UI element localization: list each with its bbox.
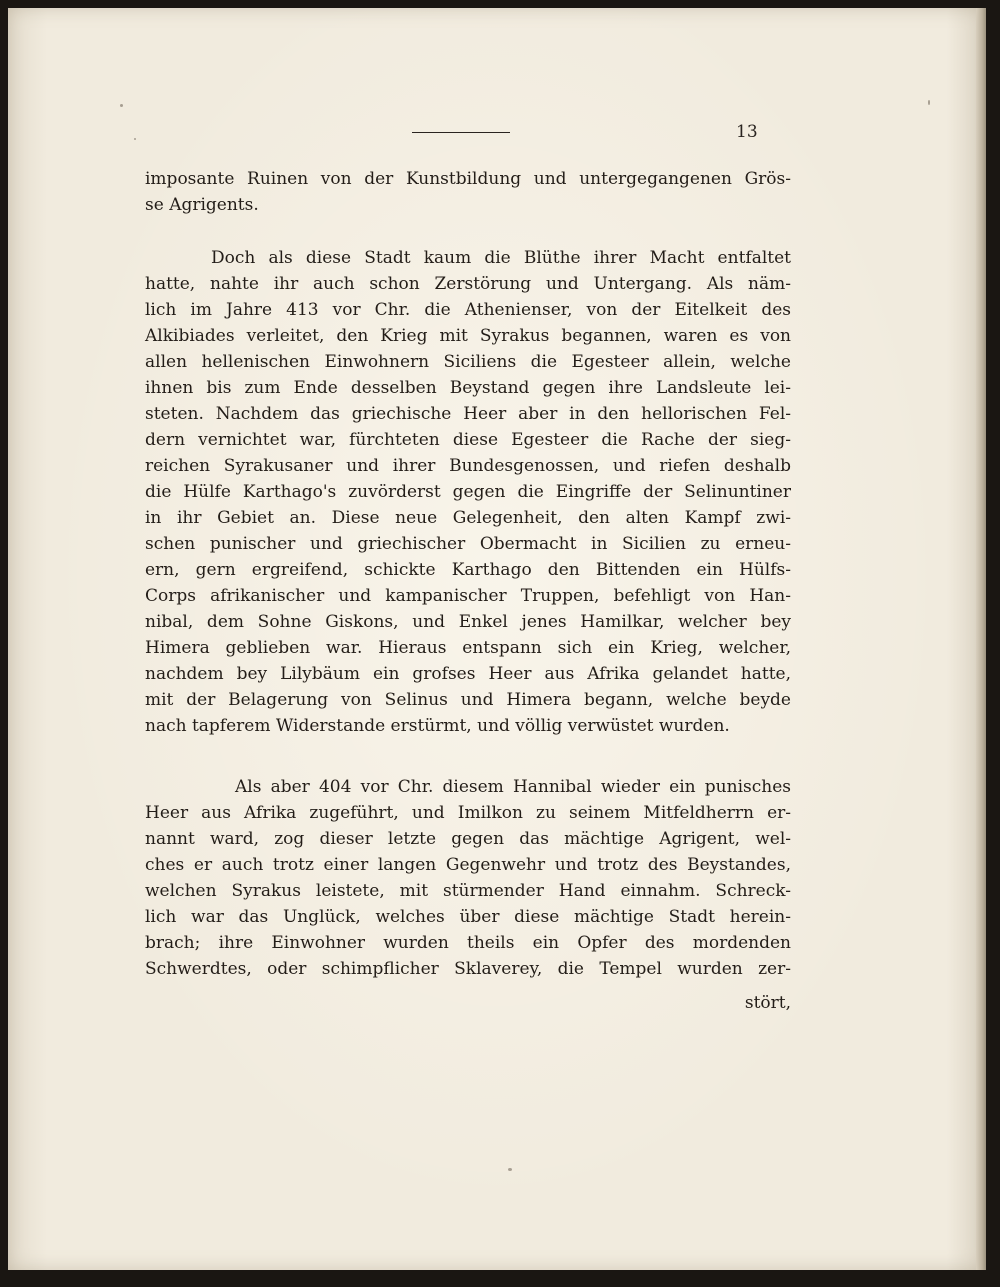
text-line: mit der Belagerung von Selinus und Himera begann, welche beyde xyxy=(145,690,791,710)
text-line: Corps afrikanischer und kampanischer Truppen, befehligt von Han- xyxy=(145,586,791,606)
text-line: nannt ward, zog dieser letzte gegen das mächtige Agrigent, wel- xyxy=(145,829,791,849)
paper-speck xyxy=(120,104,123,107)
text-line: allen hellenischen Einwohnern Siciliens die Egesteer allein, welche xyxy=(145,352,791,372)
text-line: Himera geblieben war. Hieraus entspann sich ein Krieg, welcher, xyxy=(145,638,791,658)
page-number: 13 xyxy=(736,122,758,142)
text-line: brach; ihre Einwohner wurden theils ein Opfer des mordenden xyxy=(145,933,791,953)
text-line: se Agrigents. xyxy=(145,195,259,215)
text-line: nach tapferem Widerstande erstürmt, und völlig verwüstet wurden. xyxy=(145,716,730,736)
text-line: schen punischer und griechischer Obermacht in Sicilien zu erneu- xyxy=(145,534,791,554)
text-line: Alkibiades verleitet, den Krieg mit Syrakus begannen, waren es von xyxy=(145,326,791,346)
text-line: die Hülfe Karthago's zuvörderst gegen die Eingriffe der Selinuntiner xyxy=(145,482,791,502)
text-line: welchen Syrakus leistete, mit stürmender Hand einnahm. Schreck- xyxy=(145,881,791,901)
text-line: lich im Jahre 413 vor Chr. die Athenienser, von der Eitelkeit des xyxy=(145,300,791,320)
book-page xyxy=(8,8,986,1270)
header-rule xyxy=(412,132,510,133)
text-line: imposante Ruinen von der Kunstbildung und untergegangenen Grös- xyxy=(145,169,791,189)
text-line: nachdem bey Lilybäum ein grofses Heer aus Afrika gelandet hatte, xyxy=(145,664,791,684)
text-line: Als aber 404 vor Chr. diesem Hannibal wieder ein punisches xyxy=(235,777,791,797)
paper-speck xyxy=(928,100,930,105)
text-line: Schwerdtes, oder schimpflicher Sklaverey, die Tempel wurden zer- xyxy=(145,959,791,979)
text-line: dern vernichtet war, fürchteten diese Egesteer die Rache der sieg- xyxy=(145,430,791,450)
text-line: reichen Syrakusaner und ihrer Bundesgenossen, und riefen deshalb xyxy=(145,456,791,476)
paper-speck xyxy=(134,138,136,140)
paper-speck xyxy=(508,1168,512,1171)
text-line: ern, gern ergreifend, schickte Karthago den Bittenden ein Hülfs- xyxy=(145,560,791,580)
text-line: in ihr Gebiet an. Diese neue Gelegenheit, den alten Kampf zwi- xyxy=(145,508,791,528)
text-line: ihnen bis zum Ende desselben Beystand gegen ihre Landsleute lei- xyxy=(145,378,791,398)
text-line: hatte, nahte ihr auch schon Zerstörung und Untergang. Als näm- xyxy=(145,274,791,294)
text-line: Doch als diese Stadt kaum die Blüthe ihrer Macht entfaltet xyxy=(211,248,791,268)
text-line: nibal, dem Sohne Giskons, und Enkel jenes Hamilkar, welcher bey xyxy=(145,612,791,632)
text-line: lich war das Unglück, welches über diese mächtige Stadt herein- xyxy=(145,907,791,927)
text-line: Heer aus Afrika zugeführt, und Imilkon zu seinem Mitfeldherrn er- xyxy=(145,803,791,823)
text-line: ches er auch trotz einer langen Gegenwehr und trotz des Beystandes, xyxy=(145,855,791,875)
text-line: steten. Nachdem das griechische Heer aber in den hellorischen Fel- xyxy=(145,404,791,424)
page-edge xyxy=(976,8,986,1270)
catchword: stört, xyxy=(744,993,791,1013)
